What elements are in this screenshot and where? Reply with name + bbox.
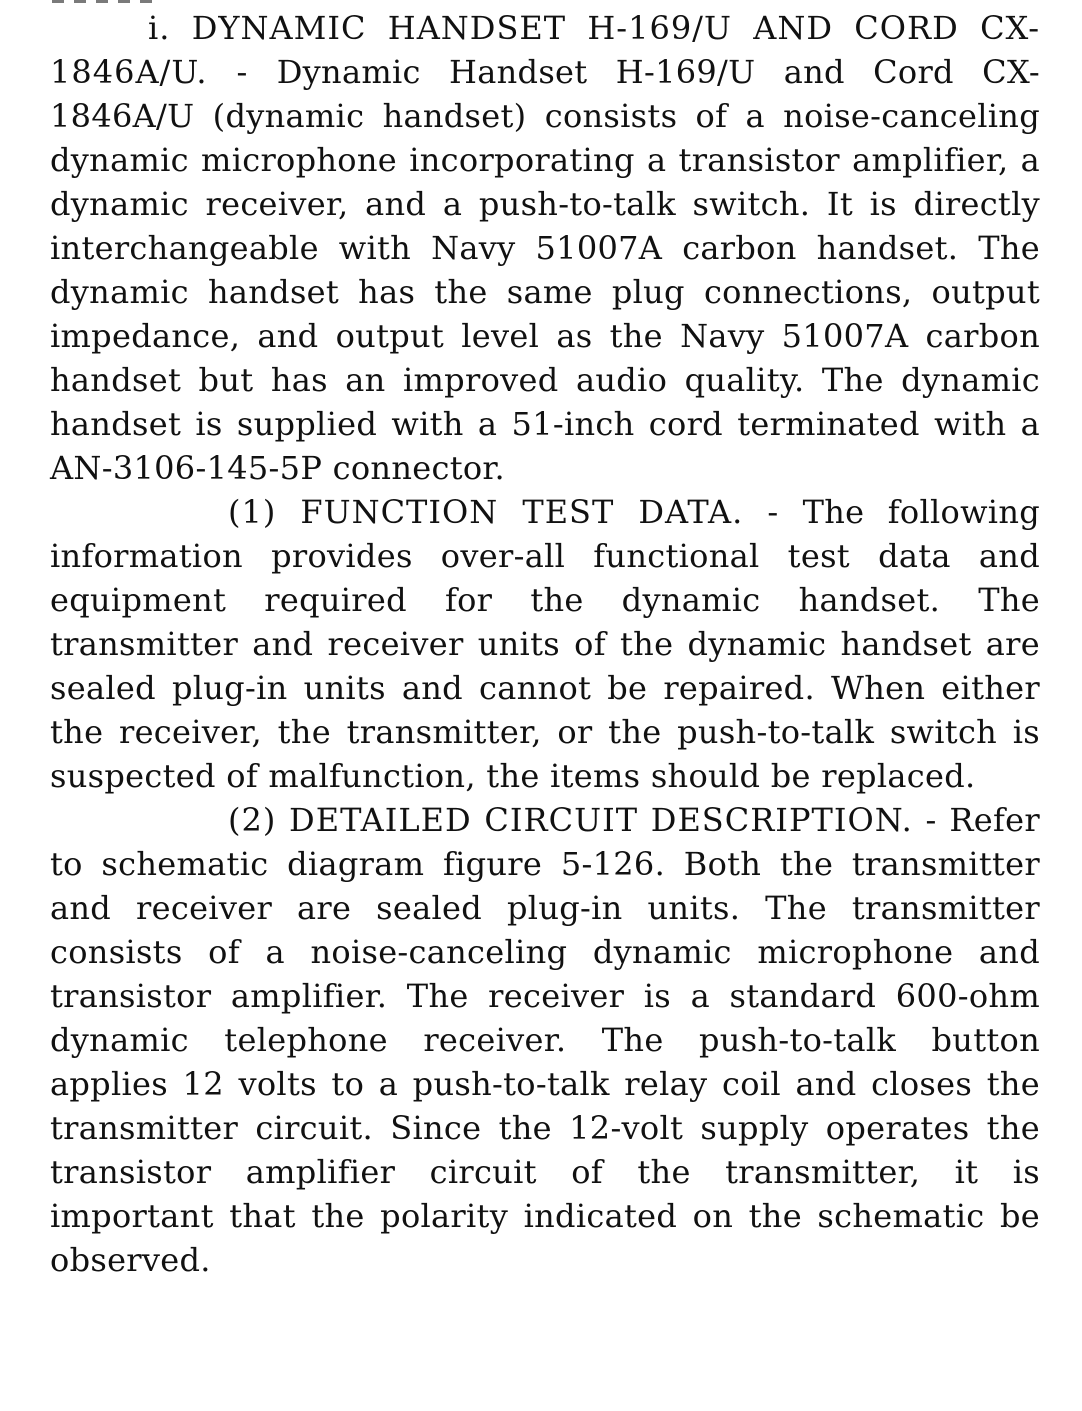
paragraph-function-test-data (50, 490, 1040, 798)
paragraph-detailed-circuit-description (50, 798, 1040, 1282)
section-heading-2: (2) DETAILED CIRCUIT DESCRIPTION. - (228, 801, 938, 839)
paragraph-dynamic-handset (50, 6, 1040, 490)
section-heading-i: i. DYNAMIC HANDSET H-169/U AND CORD CX-1846A/U. - (50, 9, 1040, 91)
page-top-fragment (52, 0, 162, 3)
section-body-2: Refer to schematic diagram figure 5-126. Both the transmitter and receiver are sealed plug-in units. The transmitter consists of a noise-canceling dynamic microphone and transistor amplifier. The receiver is a standard 600-ohm dynamic telephone receiver. The push-to-talk button applies 12 volts to a push-to-talk relay coil and closes the transmitter circuit. Since the 12-volt supply operates the transistor amplifier circuit of the transmitter, it is important that the polarity indicated on the schematic be observed. (50, 801, 1040, 1279)
section-heading-1: (1) FUNCTION TEST DATA. - (228, 493, 780, 531)
document-page (50, 6, 1040, 1282)
section-body-i: Dynamic Handset H-169/U and Cord CX-1846A/U (dynamic handset) consists of a noise-canceling dynamic microphone incorporating a transistor amplifier, a dynamic receiver, and a push-to-talk switch. It is directly interchangeable with Navy 51007A carbon handset. The dynamic handset has the same plug connections, output impedance, and output level as the Navy 51007A carbon handset but has an improved audio quality. The dynamic handset is supplied with a 51-inch cord terminated with a AN-3106-145-5P connector. (50, 53, 1040, 487)
section-body-1: The following information provides over-all functional test data and equipment required for the dynamic handset. The transmitter and receiver units of the dynamic handset are sealed plug-in units and cannot be repaired. When either the receiver, the transmitter, or the push-to-talk switch is suspected of malfunction, the items should be replaced. (50, 493, 1041, 795)
